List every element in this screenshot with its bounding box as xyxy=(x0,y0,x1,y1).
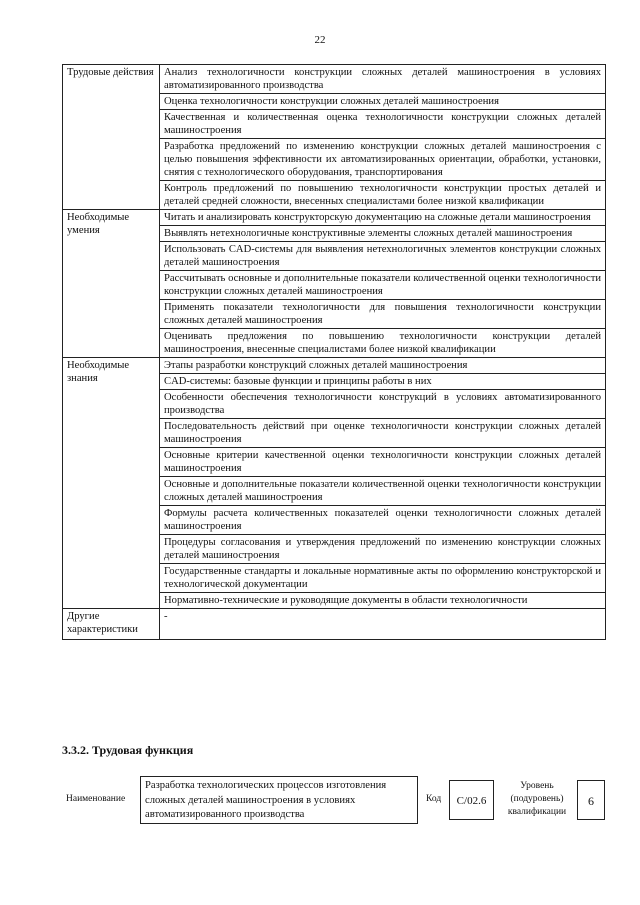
section-item: Рассчитывать основные и дополнительные показатели количественной оценки технологичности конструкции сложных деталей машиностроения xyxy=(160,271,606,300)
table-row xyxy=(63,358,606,374)
section-item: Оценка технологичности конструкции сложных деталей машиностроения xyxy=(160,94,606,110)
page-number: 22 xyxy=(314,34,326,46)
function-name: Разработка технологических процессов изготовления сложных деталей машиностроения в условиях автоматизированного производства xyxy=(140,776,418,824)
section-item: Оценивать предложения по повышению технологичности конструкции деталей машиностроения, внесенные специалистами более низкой квалификации xyxy=(160,329,606,358)
section-item: Использовать CAD-системы для выявления нетехнологичных элементов конструкции сложных деталей машиностроения xyxy=(160,242,606,271)
section-item: Разработка предложений по изменению конструкции сложных деталей машиностроения с целью повышения эффективности их автоматизированных ориентации, обработки, установки, снятия с технологического оборудования, транспортирования xyxy=(160,139,606,181)
section-item: Основные критерии качественной оценки технологичности конструкции сложных деталей машиностроения xyxy=(160,448,606,477)
section-item: Последовательность действий при оценке технологичности конструкции сложных деталей машиностроения xyxy=(160,419,606,448)
other-value: - xyxy=(160,609,606,640)
section-item: Формулы расчета количественных показателей оценки технологичности сложных деталей машиностроения xyxy=(160,506,606,535)
labor-function-header xyxy=(0,774,640,828)
function-code: C/02.6 xyxy=(449,780,494,820)
section-item: Основные и дополнительные показатели количественной оценки технологичности конструкции сложных деталей машиностроения xyxy=(160,477,606,506)
section-item: Нормативно-технические и руководящие документы в области технологичности xyxy=(160,593,606,609)
section-label: Необходимые умения xyxy=(63,210,160,358)
section-item: Контроль предложений по повышению технологичности конструкции простых деталей и деталей средней сложности, внесенных специалистами более низкой квалификации xyxy=(160,181,606,210)
name-label: Наименование xyxy=(66,794,126,804)
section-item: Этапы разработки конструкций сложных деталей машиностроения xyxy=(160,358,606,374)
section-item: Процедуры согласования и утверждения предложений по изменению конструкции сложных деталей машиностроения xyxy=(160,535,606,564)
table-row xyxy=(63,210,606,226)
qualification-level: 6 xyxy=(577,780,605,820)
code-label: Код xyxy=(426,794,442,804)
section-label: Другие характеристики xyxy=(63,609,160,640)
section-item: Читать и анализировать конструкторскую документацию на сложные детали машиностроения xyxy=(160,210,606,226)
level-label: Уровень (подуровень) квалификации xyxy=(507,781,567,817)
section-item: CAD-системы: базовые функции и принципы работы в них xyxy=(160,374,606,390)
labor-function-table xyxy=(62,64,606,640)
section-item: Выявлять нетехнологичные конструктивные элементы сложных деталей машиностроения xyxy=(160,226,606,242)
section-item: Государственные стандарты и локальные нормативные акты по оформлению конструкторской и технологической документации xyxy=(160,564,606,593)
section-title: 3.3.2. Трудовая функция xyxy=(62,743,194,757)
section-item: Особенности обеспечения технологичности конструкций в условиях автоматизированного производства xyxy=(160,390,606,419)
section-label: Трудовые действия xyxy=(63,65,160,210)
section-item: Качественная и количественная оценка технологичности конструкции сложных деталей машиностроения xyxy=(160,110,606,139)
table-row xyxy=(63,609,606,640)
section-label: Необходимые знания xyxy=(63,358,160,609)
section-item: Применять показатели технологичности для повышения технологичности конструкции сложных деталей машиностроения xyxy=(160,300,606,329)
section-item: Анализ технологичности конструкции сложных деталей машиностроения в условиях автоматизированного производства xyxy=(160,65,606,94)
table-row xyxy=(63,65,606,94)
